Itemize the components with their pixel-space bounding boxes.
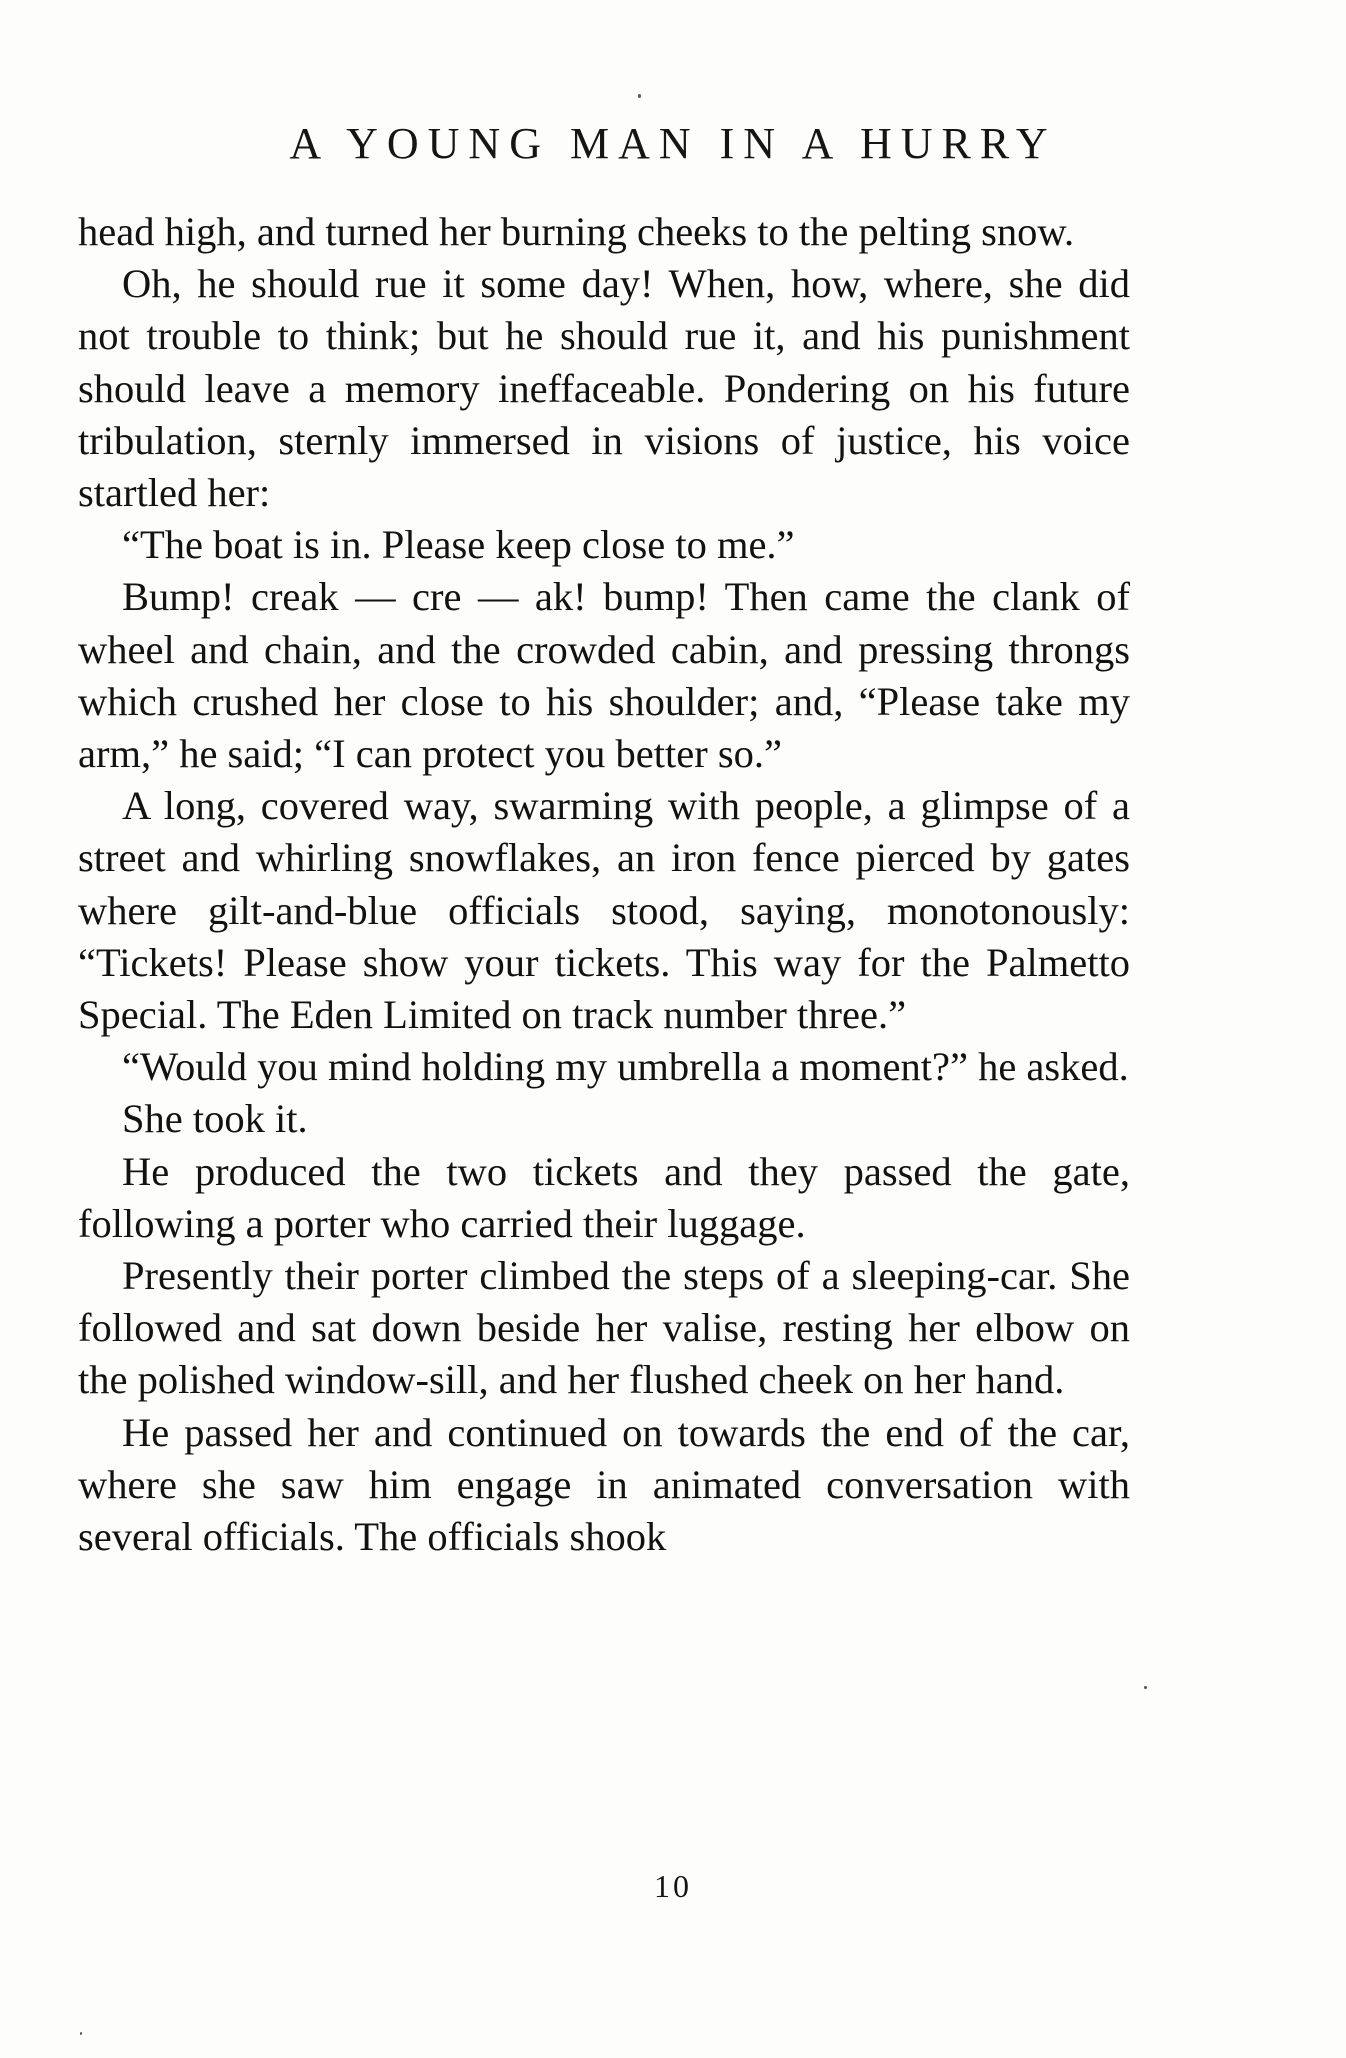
paragraph-8: He produced the two tickets and they passed the gate, following a porter who carried their luggage. — [78, 1148, 1130, 1246]
page-number: 10 — [654, 1868, 692, 1904]
paragraph-9: Presently their porter climbed the steps of a sleeping-car. She followed and sat down beside her valise, resting her elbow on the polished window-sill, and her flushed cheek on her hand. — [78, 1253, 1130, 1403]
paragraph-3: “The boat is in. Please keep close to me.” — [122, 522, 795, 568]
paragraph-5: A long, covered way, swarming with people, a glimpse of a street and whirling snowflakes, an iron fence pierced by gates where gilt-and-blue officials stood, saying, monotonously: “Tickets! Please show your tickets. This way for the Palmetto Special. The Eden Limited on track number three.” — [78, 783, 1130, 1038]
running-head: A YOUNG MAN IN A HURRY — [289, 119, 1057, 168]
paragraph-10: He passed her and continued on towards the end of the car, where she saw him engage in animated conversation with several officials. The officials shook — [78, 1409, 1130, 1560]
paragraph-4: Bump! creak — cre — ak! bump! Then came the clank of wheel and chain, and the crowded cabin, and pressing throngs which crushed her close to his shoulder; and, “Please take my arm,” he said; “I can protect you better so.” — [78, 574, 1130, 777]
paragraph-2: Oh, he should rue it some day! When, how, where, she did not trouble to think; but he should rue it, and his punishment should leave a memory ineffaceable. Pondering on his future tribulation, sternly immersed in visions of justice, his voice startled her: — [78, 261, 1130, 516]
paragraph-1: head high, and turned her burning cheeks to the pelting snow. — [78, 209, 1075, 254]
body-text — [78, 206, 1130, 1563]
paragraph-7: She took it. — [122, 1096, 308, 1142]
paragraph-6: “Would you mind holding my umbrella a moment?” he asked. — [122, 1044, 1129, 1090]
ink-speck — [638, 94, 641, 98]
ink-speck — [1144, 1686, 1147, 1689]
ink-speck — [80, 2032, 82, 2035]
